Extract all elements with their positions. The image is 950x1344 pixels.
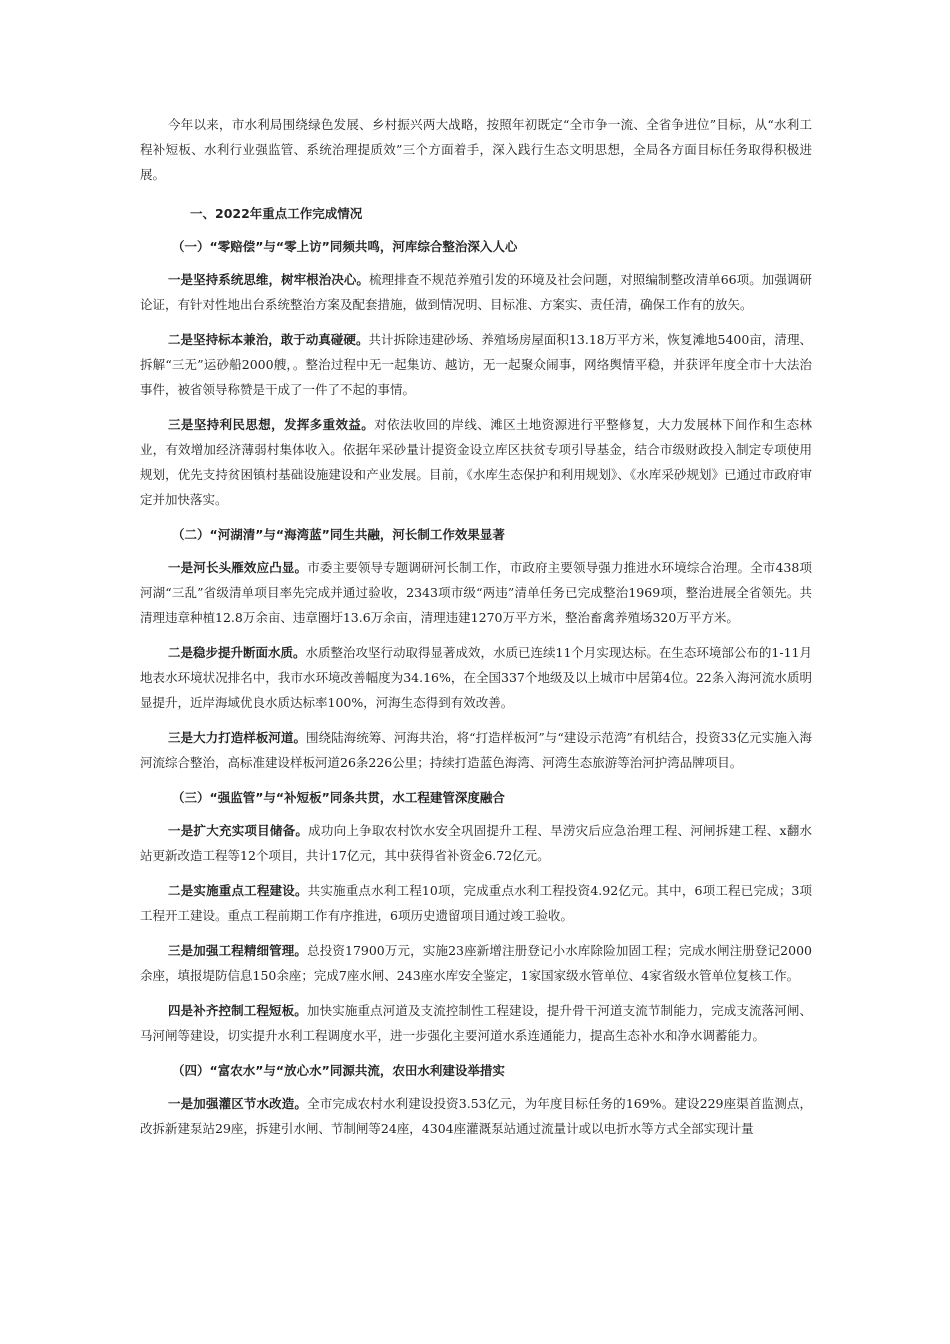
paragraph-lead: 二是稳步提升断面水质。 [168,645,306,660]
body-paragraph [140,555,812,630]
paragraph-text: 总投资17900万元，实施23座新增注册登记小水库除险加固工程；完成水闸注册登记2000余座，填报堤防信息150余座；完成7座水闸、243座水库安全鉴定，1家国家级水管单位、4家省级水管单位复核工作。 [140,943,812,983]
body-paragraph [140,938,812,988]
paragraph-text: 加快实施重点河道及支流控制性工程建设，提升骨干河道支流节制能力，完成支流落河闸、马河闸等建设，切实提升水利工程调度水平，进一步强化主要河道水系连通能力，提高生态补水和净水调蓄能力。 [140,1003,812,1043]
paragraph-text: 梳理排查不规范养殖引发的环境及社会问题，对照编制整改清单66项。加强调研论证，有针对性地出台系统整治方案及配套措施，做到情况明、目标准、方案实、责任清，确保工作有的放矢。 [140,272,812,312]
paragraph-lead: 四是补齐控制工程短板。 [168,1003,307,1018]
paragraph-lead: 二是坚持标本兼治，敢于动真碰硬。 [168,332,369,347]
paragraph-lead: 三是坚持利民思想，发挥多重效益。 [168,417,375,432]
body-paragraph [140,267,812,317]
paragraph-lead: 一是河长头雁效应凸显。 [168,560,308,575]
body-paragraph [140,998,812,1048]
paragraph-lead: 二是实施重点工程建设。 [168,883,308,898]
paragraph-lead: 一是坚持系统思维，树牢根治决心。 [168,272,369,287]
paragraph-text: 水质整治攻坚行动取得显著成效，水质已连续11个月实现达标。在生态环境部公布的1-11月地表水环境状况排名中，我市水环境改善幅度为34.16%，在全国337个地级及以上城市中居第4位。22条入海河流水质明显提升，近岸海域优良水质达标率100%，河海生态得到有效改善。 [140,645,813,710]
body-paragraph [140,327,812,402]
body-paragraph [140,640,812,715]
paragraph-text: 共计拆除违建砂场、养殖场房屋面积13.18万平方米，恢复滩地5400亩，清理、拆解“三无”运砂船2000艘，。整治过程中无一起集访、越访，无一起聚众闹事，网络舆情平稳，并获评年度全市十大法治事件，被省领导称赞是干成了一件了不起的事情。 [140,332,812,397]
paragraph-lead: 三是大力打造样板河道。 [168,730,307,745]
paragraph-text: 对依法收回的岸线、滩区土地资源进行平整修复，大力发展林下间作和生态林业，有效增加经济薄弱村集体收入。依据年采砂量计提资金设立库区扶贫专项引导基金，结合市级财政投入制定专项使用规划，优先支持贫困镇村基础设施建设和产业发展。目前，《水库生态保护和利用规划》、《水库采砂规划》已通过市政府审定并加快落实。 [140,417,812,507]
paragraph-text: 围绕陆海统筹、河海共治，将“打造样板河”与“建设示范湾”有机结合，投资33亿元实施入海河流综合整治，高标准建设样板河道26条226公里；持续打造蓝色海湾、河湾生态旅游等治河护湾品牌项目。 [140,730,812,770]
body-paragraph [140,818,812,868]
subsection-title-2: （二）“河湖清”与“海湾蓝”同生共融，河长制工作效果显著 [172,527,505,542]
document-page [140,112,812,1151]
paragraph-text: 共实施重点水利工程10项，完成重点水利工程投资4.92亿元。其中，6项工程已完成；3项工程开工建设。重点工程前期工作有序推进，6项历史遗留项目通过竣工验收。 [140,883,812,923]
subsection-title-1: （一）“零赔偿”与“零上访”同频共鸣，河库综合整治深入人心 [172,239,518,254]
paragraph-text: 全市完成农村水利建设投资3.53亿元，为年度目标任务的169%。建设229座渠首监测点，改拆新建泵站29座，拆建引水闸、节制闸等24座，4304座灌溉泵站通过流量计或以电折水等方式全部实现计量 [140,1096,812,1136]
subsection-title-4: （四）“富农水”与“放心水”同源共流，农田水利建设举措实 [172,1063,505,1078]
body-paragraph [140,878,812,928]
subsection-title-3: （三）“强监管”与“补短板”同条共贯，水工程建管深度融合 [172,790,505,805]
body-paragraph [140,1091,812,1141]
paragraph-text: 成功向上争取农村饮水安全巩固提升工程、旱涝灾后应急治理工程、河闸拆建工程、x翻水站更新改造工程等12个项目，共计17亿元，其中获得省补资金6.72亿元。 [140,823,812,863]
body-paragraph [140,412,812,512]
intro-paragraph: 今年以来，市水利局围绕绿色发展、乡村振兴两大战略，按照年初既定“全市争一流、全省争进位”目标，从“水利工程补短板、水利行业强监管、系统治理提质效”三个方面着手，深入践行生态文明思想，全局各方面目标任务取得积极进展。 [140,117,812,182]
body-paragraph [140,725,812,775]
section-heading-1: 一、2022年重点工作完成情况 [190,206,363,221]
paragraph-lead: 一是扩大充实项目储备。 [168,823,309,838]
paragraph-lead: 一是加强灌区节水改造。 [168,1096,308,1111]
paragraph-text: 市委主要领导专题调研河长制工作，市政府主要领导强力推进水环境综合治理。全市438项河湖“三乱”省级清单项目率先完成并通过验收，2343项市级“两违”清单任务已完成整治1969项，整治进展全省领先。共清理违章种植12.8万余亩、违章圈圩13.6万余亩，清理违建1270万平方米，整治畜禽养殖场320万平方米。 [140,560,812,625]
paragraph-lead: 三是加强工程精细管理。 [168,943,308,958]
